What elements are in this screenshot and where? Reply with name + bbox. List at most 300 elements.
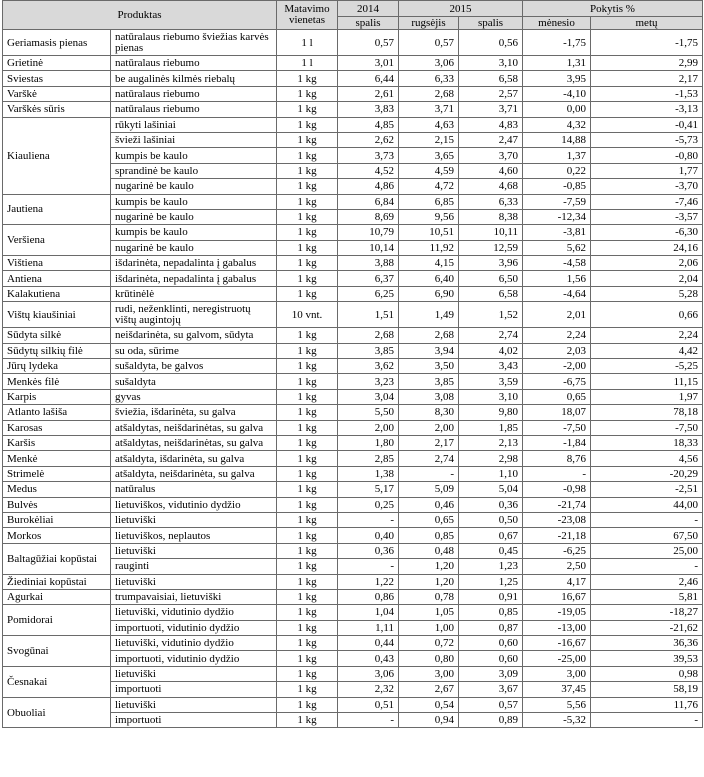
change-year-cell: -0,41: [591, 117, 703, 132]
change-year-cell: -6,30: [591, 225, 703, 240]
product-name-cell: Svogūnai: [3, 636, 111, 667]
price-2015-spalis-cell: 0,50: [459, 512, 523, 527]
price-2015-spalis-cell: 1,85: [459, 420, 523, 435]
description-cell: nugarinė be kaulo: [111, 179, 277, 194]
unit-cell: 1 kg: [277, 497, 338, 512]
unit-cell: 1 kg: [277, 328, 338, 343]
price-2015-rugsejis-cell: -: [399, 466, 459, 481]
table-row: [3, 482, 703, 497]
change-month-cell: 2,03: [523, 343, 591, 358]
product-name-cell: Bulvės: [3, 497, 111, 512]
price-2014-spalis-cell: 0,51: [338, 697, 399, 712]
change-month-cell: 5,62: [523, 240, 591, 255]
change-month-cell: -25,00: [523, 651, 591, 666]
unit-cell: 1 kg: [277, 559, 338, 574]
description-cell: neišdarinėta, su galvom, sūdyta: [111, 328, 277, 343]
product-name-cell: Žiediniai kopūstai: [3, 574, 111, 589]
change-year-cell: -5,73: [591, 132, 703, 147]
price-2015-spalis-cell: 4,68: [459, 179, 523, 194]
change-year-cell: 2,46: [591, 574, 703, 589]
price-2015-rugsejis-cell: 0,65: [399, 512, 459, 527]
price-2015-rugsejis-cell: 0,80: [399, 651, 459, 666]
unit-cell: 1 kg: [277, 286, 338, 301]
price-2015-spalis-cell: 9,80: [459, 405, 523, 420]
price-2014-spalis-cell: 0,86: [338, 589, 399, 604]
price-2015-spalis-cell: 3,43: [459, 359, 523, 374]
price-2014-spalis-cell: 6,37: [338, 271, 399, 286]
price-2015-rugsejis-cell: 3,85: [399, 374, 459, 389]
table-row: [3, 302, 703, 328]
product-name-cell: Vištiena: [3, 256, 111, 271]
price-2015-rugsejis-cell: 0,57: [399, 30, 459, 56]
change-month-cell: -2,00: [523, 359, 591, 374]
price-2015-spalis-cell: 8,38: [459, 209, 523, 224]
table-row: [3, 389, 703, 404]
price-2015-spalis-cell: 3,67: [459, 682, 523, 697]
unit-cell: 1 kg: [277, 374, 338, 389]
change-month-cell: 3,95: [523, 71, 591, 86]
description-cell: gyvas: [111, 389, 277, 404]
change-year-cell: 5,81: [591, 589, 703, 604]
unit-cell: 1 kg: [277, 225, 338, 240]
price-2015-rugsejis-cell: 3,00: [399, 666, 459, 681]
unit-cell: 1 kg: [277, 543, 338, 558]
change-year-cell: -21,62: [591, 620, 703, 635]
description-cell: atšaldyta, išdarinėta, su galva: [111, 451, 277, 466]
change-year-cell: 67,50: [591, 528, 703, 543]
header-rugsejis-2015: rugsėjis: [399, 17, 459, 30]
price-2014-spalis-cell: 2,62: [338, 132, 399, 147]
price-2014-spalis-cell: 3,73: [338, 148, 399, 163]
description-cell: nugarinė be kaulo: [111, 240, 277, 255]
table-row: [3, 636, 703, 651]
price-2015-rugsejis-cell: 1,05: [399, 605, 459, 620]
price-2015-spalis-cell: 2,74: [459, 328, 523, 343]
price-2015-rugsejis-cell: 4,72: [399, 179, 459, 194]
price-2014-spalis-cell: 3,06: [338, 666, 399, 681]
unit-cell: 1 kg: [277, 589, 338, 604]
change-year-cell: -3,13: [591, 102, 703, 117]
price-2015-spalis-cell: 5,04: [459, 482, 523, 497]
header-change: Pokytis %: [523, 1, 703, 17]
price-2015-rugsejis-cell: 6,90: [399, 286, 459, 301]
price-2014-spalis-cell: 0,43: [338, 651, 399, 666]
price-2015-spalis-cell: 1,10: [459, 466, 523, 481]
change-year-cell: 2,99: [591, 56, 703, 71]
table-row: [3, 256, 703, 271]
price-2015-spalis-cell: 0,60: [459, 651, 523, 666]
change-month-cell: -4,58: [523, 256, 591, 271]
change-year-cell: -18,27: [591, 605, 703, 620]
unit-cell: 1 kg: [277, 256, 338, 271]
price-2015-spalis-cell: 2,98: [459, 451, 523, 466]
product-name-cell: Česnakai: [3, 666, 111, 697]
price-2014-spalis-cell: 1,80: [338, 435, 399, 450]
price-2014-spalis-cell: -: [338, 713, 399, 728]
change-month-cell: -7,59: [523, 194, 591, 209]
change-month-cell: 0,22: [523, 163, 591, 178]
price-2015-rugsejis-cell: 4,63: [399, 117, 459, 132]
price-2015-spalis-cell: 0,57: [459, 697, 523, 712]
price-2015-spalis-cell: 2,13: [459, 435, 523, 450]
price-2015-spalis-cell: 0,56: [459, 30, 523, 56]
unit-cell: 1 kg: [277, 435, 338, 450]
unit-cell: 1 kg: [277, 71, 338, 86]
price-2015-spalis-cell: 0,89: [459, 713, 523, 728]
price-2015-rugsejis-cell: 3,71: [399, 102, 459, 117]
unit-cell: 1 kg: [277, 102, 338, 117]
description-cell: lietuviškos, vidutinio dydžio: [111, 497, 277, 512]
price-2015-spalis-cell: 1,23: [459, 559, 523, 574]
price-2015-rugsejis-cell: 3,94: [399, 343, 459, 358]
description-cell: lietuviškos, neplautos: [111, 528, 277, 543]
description-cell: atšaldytas, neišdarinėtas, su galva: [111, 420, 277, 435]
price-2015-spalis-cell: 0,87: [459, 620, 523, 635]
price-2015-rugsejis-cell: 4,59: [399, 163, 459, 178]
price-2015-spalis-cell: 1,25: [459, 574, 523, 589]
unit-cell: 1 kg: [277, 163, 338, 178]
price-2015-rugsejis-cell: 6,33: [399, 71, 459, 86]
description-cell: krūtinėlė: [111, 286, 277, 301]
price-2015-rugsejis-cell: 0,54: [399, 697, 459, 712]
unit-cell: 1 kg: [277, 466, 338, 481]
unit-cell: 1 kg: [277, 405, 338, 420]
price-2014-spalis-cell: 3,23: [338, 374, 399, 389]
price-2015-rugsejis-cell: 3,50: [399, 359, 459, 374]
price-2015-spalis-cell: 3,71: [459, 102, 523, 117]
product-name-cell: Menkė: [3, 451, 111, 466]
price-2014-spalis-cell: 10,14: [338, 240, 399, 255]
change-month-cell: 0,65: [523, 389, 591, 404]
price-2015-rugsejis-cell: 0,46: [399, 497, 459, 512]
unit-cell: 1 kg: [277, 86, 338, 101]
table-row: [3, 194, 703, 209]
change-month-cell: 1,37: [523, 148, 591, 163]
price-2015-spalis-cell: 0,91: [459, 589, 523, 604]
change-year-cell: -: [591, 559, 703, 574]
change-month-cell: -0,98: [523, 482, 591, 497]
price-2015-rugsejis-cell: 3,08: [399, 389, 459, 404]
price-2014-spalis-cell: 3,85: [338, 343, 399, 358]
change-month-cell: -3,81: [523, 225, 591, 240]
price-2015-rugsejis-cell: 0,48: [399, 543, 459, 558]
product-name-cell: Vištų kiaušiniai: [3, 302, 111, 328]
change-month-cell: 2,24: [523, 328, 591, 343]
change-year-cell: 1,97: [591, 389, 703, 404]
product-name-cell: Atlanto lašiša: [3, 405, 111, 420]
change-month-cell: 16,67: [523, 589, 591, 604]
change-month-cell: -19,05: [523, 605, 591, 620]
unit-cell: 1 l: [277, 56, 338, 71]
change-month-cell: -1,84: [523, 435, 591, 450]
unit-cell: 1 kg: [277, 343, 338, 358]
table-row: [3, 374, 703, 389]
description-cell: natūralaus riebumo šviežias karvės pienas: [111, 30, 277, 56]
change-month-cell: 4,32: [523, 117, 591, 132]
change-year-cell: 18,33: [591, 435, 703, 450]
table-row: [3, 117, 703, 132]
header-unit: Matavimo vienetas: [277, 1, 338, 30]
product-name-cell: Karpis: [3, 389, 111, 404]
description-cell: natūralaus riebumo: [111, 56, 277, 71]
table-row: [3, 359, 703, 374]
change-year-cell: 2,06: [591, 256, 703, 271]
price-2015-rugsejis-cell: 2,15: [399, 132, 459, 147]
description-cell: rudi, neženklinti, neregistruotų vištų augintojų: [111, 302, 277, 328]
price-2014-spalis-cell: 5,17: [338, 482, 399, 497]
price-2014-spalis-cell: 0,40: [338, 528, 399, 543]
price-2015-rugsejis-cell: 9,56: [399, 209, 459, 224]
unit-cell: 1 kg: [277, 194, 338, 209]
description-cell: švieži lašiniai: [111, 132, 277, 147]
price-2015-spalis-cell: 0,60: [459, 636, 523, 651]
price-2015-spalis-cell: 3,96: [459, 256, 523, 271]
price-2014-spalis-cell: 0,57: [338, 30, 399, 56]
price-2015-spalis-cell: 0,67: [459, 528, 523, 543]
price-2015-spalis-cell: 3,59: [459, 374, 523, 389]
change-year-cell: -2,51: [591, 482, 703, 497]
product-name-cell: Menkės filė: [3, 374, 111, 389]
unit-cell: 1 kg: [277, 451, 338, 466]
price-2015-spalis-cell: 3,10: [459, 389, 523, 404]
product-name-cell: Veršiena: [3, 225, 111, 256]
header-year-2015: 2015: [399, 1, 523, 17]
change-month-cell: 8,76: [523, 451, 591, 466]
change-month-cell: 5,56: [523, 697, 591, 712]
unit-cell: 1 kg: [277, 209, 338, 224]
change-year-cell: -3,57: [591, 209, 703, 224]
product-name-cell: Strimelė: [3, 466, 111, 481]
table-row: [3, 451, 703, 466]
description-cell: natūralaus riebumo: [111, 86, 277, 101]
description-cell: šviežia, išdarinėta, su galva: [111, 405, 277, 420]
product-name-cell: Grietinė: [3, 56, 111, 71]
table-body: [3, 30, 703, 728]
description-cell: kumpis be kaulo: [111, 194, 277, 209]
price-2015-rugsejis-cell: 2,17: [399, 435, 459, 450]
price-2015-rugsejis-cell: 1,00: [399, 620, 459, 635]
header-year-2014: 2014: [338, 1, 399, 17]
table-row: [3, 543, 703, 558]
price-2014-spalis-cell: 10,79: [338, 225, 399, 240]
change-month-cell: -16,67: [523, 636, 591, 651]
change-year-cell: 36,36: [591, 636, 703, 651]
change-month-cell: -21,18: [523, 528, 591, 543]
price-2015-spalis-cell: 12,59: [459, 240, 523, 255]
price-2015-rugsejis-cell: 0,94: [399, 713, 459, 728]
price-2015-spalis-cell: 4,02: [459, 343, 523, 358]
description-cell: lietuviški: [111, 574, 277, 589]
product-name-cell: Karosas: [3, 420, 111, 435]
change-year-cell: -: [591, 512, 703, 527]
price-table: [2, 0, 703, 728]
unit-cell: 1 kg: [277, 359, 338, 374]
price-2015-rugsejis-cell: 2,68: [399, 86, 459, 101]
table-row: [3, 420, 703, 435]
description-cell: išdarinėta, nepadalinta į gabalus: [111, 271, 277, 286]
price-2015-spalis-cell: 10,11: [459, 225, 523, 240]
unit-cell: 1 kg: [277, 713, 338, 728]
price-2015-rugsejis-cell: 4,15: [399, 256, 459, 271]
header-menesio: mėnesio: [523, 17, 591, 30]
table-row: [3, 512, 703, 527]
description-cell: sušaldyta: [111, 374, 277, 389]
change-month-cell: -12,34: [523, 209, 591, 224]
unit-cell: 1 kg: [277, 389, 338, 404]
description-cell: natūralaus riebumo: [111, 102, 277, 117]
description-cell: importuoti, vidutinio dydžio: [111, 620, 277, 635]
price-2014-spalis-cell: 3,01: [338, 56, 399, 71]
change-month-cell: -6,25: [523, 543, 591, 558]
change-year-cell: -7,50: [591, 420, 703, 435]
price-2014-spalis-cell: 3,88: [338, 256, 399, 271]
change-year-cell: 11,15: [591, 374, 703, 389]
change-month-cell: -23,08: [523, 512, 591, 527]
price-2015-rugsejis-cell: 2,67: [399, 682, 459, 697]
product-name-cell: Kalakutiena: [3, 286, 111, 301]
price-2014-spalis-cell: 2,68: [338, 328, 399, 343]
price-2014-spalis-cell: 0,36: [338, 543, 399, 558]
price-2014-spalis-cell: 3,62: [338, 359, 399, 374]
change-month-cell: 2,01: [523, 302, 591, 328]
price-2015-spalis-cell: 3,70: [459, 148, 523, 163]
description-cell: atšaldyta, neišdarinėta, su galva: [111, 466, 277, 481]
change-year-cell: 2,24: [591, 328, 703, 343]
description-cell: be augalinės kilmės riebalų: [111, 71, 277, 86]
price-2015-spalis-cell: 0,45: [459, 543, 523, 558]
change-month-cell: -5,32: [523, 713, 591, 728]
unit-cell: 1 kg: [277, 605, 338, 620]
price-2015-rugsejis-cell: 1,20: [399, 559, 459, 574]
product-name-cell: Geriamasis pienas: [3, 30, 111, 56]
table-row: [3, 271, 703, 286]
product-name-cell: Sviestas: [3, 71, 111, 86]
unit-cell: 1 kg: [277, 636, 338, 651]
product-name-cell: Obuoliai: [3, 697, 111, 728]
product-name-cell: Sūdyta silkė: [3, 328, 111, 343]
product-name-cell: Kiauliena: [3, 117, 111, 194]
product-name-cell: Antiena: [3, 271, 111, 286]
unit-cell: 1 kg: [277, 271, 338, 286]
unit-cell: 1 kg: [277, 148, 338, 163]
price-2015-spalis-cell: 2,47: [459, 132, 523, 147]
price-2015-rugsejis-cell: 2,68: [399, 328, 459, 343]
change-month-cell: -: [523, 466, 591, 481]
price-2014-spalis-cell: 4,85: [338, 117, 399, 132]
change-month-cell: 1,31: [523, 56, 591, 71]
description-cell: atšaldytas, neišdarinėtas, su galva: [111, 435, 277, 450]
change-month-cell: 3,00: [523, 666, 591, 681]
table-row: [3, 589, 703, 604]
unit-cell: 1 kg: [277, 117, 338, 132]
price-2014-spalis-cell: 6,84: [338, 194, 399, 209]
change-year-cell: 4,42: [591, 343, 703, 358]
product-name-cell: Burokėliai: [3, 512, 111, 527]
price-2015-rugsejis-cell: 2,74: [399, 451, 459, 466]
price-2015-rugsejis-cell: 0,72: [399, 636, 459, 651]
change-year-cell: 0,66: [591, 302, 703, 328]
change-year-cell: 25,00: [591, 543, 703, 558]
price-2014-spalis-cell: -: [338, 512, 399, 527]
change-year-cell: 1,77: [591, 163, 703, 178]
change-month-cell: -4,10: [523, 86, 591, 101]
change-month-cell: 37,45: [523, 682, 591, 697]
price-2015-spalis-cell: 6,58: [459, 286, 523, 301]
price-2015-rugsejis-cell: 6,40: [399, 271, 459, 286]
table-row: [3, 343, 703, 358]
product-name-cell: Varškė: [3, 86, 111, 101]
table-row: [3, 605, 703, 620]
price-2015-rugsejis-cell: 2,00: [399, 420, 459, 435]
change-month-cell: 2,50: [523, 559, 591, 574]
price-2015-rugsejis-cell: 6,85: [399, 194, 459, 209]
table-row: [3, 71, 703, 86]
table-row: [3, 328, 703, 343]
header-product: Produktas: [3, 1, 277, 30]
price-2014-spalis-cell: 4,86: [338, 179, 399, 194]
change-year-cell: 4,56: [591, 451, 703, 466]
price-2014-spalis-cell: 2,85: [338, 451, 399, 466]
price-2015-spalis-cell: 1,52: [459, 302, 523, 328]
change-year-cell: 58,19: [591, 682, 703, 697]
price-2014-spalis-cell: 4,52: [338, 163, 399, 178]
unit-cell: 1 kg: [277, 420, 338, 435]
unit-cell: 1 kg: [277, 666, 338, 681]
price-2014-spalis-cell: 1,51: [338, 302, 399, 328]
description-cell: importuoti, vidutinio dydžio: [111, 651, 277, 666]
unit-cell: 1 kg: [277, 682, 338, 697]
price-2014-spalis-cell: 1,22: [338, 574, 399, 589]
price-2014-spalis-cell: 8,69: [338, 209, 399, 224]
price-2015-rugsejis-cell: 3,06: [399, 56, 459, 71]
description-cell: kumpis be kaulo: [111, 225, 277, 240]
change-year-cell: -: [591, 713, 703, 728]
change-year-cell: 78,18: [591, 405, 703, 420]
change-month-cell: 18,07: [523, 405, 591, 420]
change-month-cell: -7,50: [523, 420, 591, 435]
price-2015-spalis-cell: 4,60: [459, 163, 523, 178]
price-2014-spalis-cell: 3,04: [338, 389, 399, 404]
price-2014-spalis-cell: 6,44: [338, 71, 399, 86]
unit-cell: 1 kg: [277, 240, 338, 255]
description-cell: išdarinėta, nepadalinta į gabalus: [111, 256, 277, 271]
change-month-cell: -6,75: [523, 374, 591, 389]
change-year-cell: 5,28: [591, 286, 703, 301]
product-name-cell: Jūrų lydeka: [3, 359, 111, 374]
description-cell: kumpis be kaulo: [111, 148, 277, 163]
change-year-cell: 44,00: [591, 497, 703, 512]
price-2015-rugsejis-cell: 8,30: [399, 405, 459, 420]
table-row: [3, 528, 703, 543]
price-2015-rugsejis-cell: 10,51: [399, 225, 459, 240]
product-name-cell: Karšis: [3, 435, 111, 450]
change-year-cell: -1,53: [591, 86, 703, 101]
description-cell: nugarinė be kaulo: [111, 209, 277, 224]
price-2015-rugsejis-cell: 3,65: [399, 148, 459, 163]
price-2015-spalis-cell: 6,58: [459, 71, 523, 86]
price-2014-spalis-cell: 1,38: [338, 466, 399, 481]
product-name-cell: Varškės sūris: [3, 102, 111, 117]
change-year-cell: -3,70: [591, 179, 703, 194]
description-cell: lietuviški, vidutinio dydžio: [111, 605, 277, 620]
unit-cell: 10 vnt.: [277, 302, 338, 328]
change-month-cell: -21,74: [523, 497, 591, 512]
change-year-cell: -0,80: [591, 148, 703, 163]
change-month-cell: 1,56: [523, 271, 591, 286]
price-2015-spalis-cell: 3,10: [459, 56, 523, 71]
product-name-cell: Baltagūžiai kopūstai: [3, 543, 111, 574]
price-2014-spalis-cell: -: [338, 559, 399, 574]
